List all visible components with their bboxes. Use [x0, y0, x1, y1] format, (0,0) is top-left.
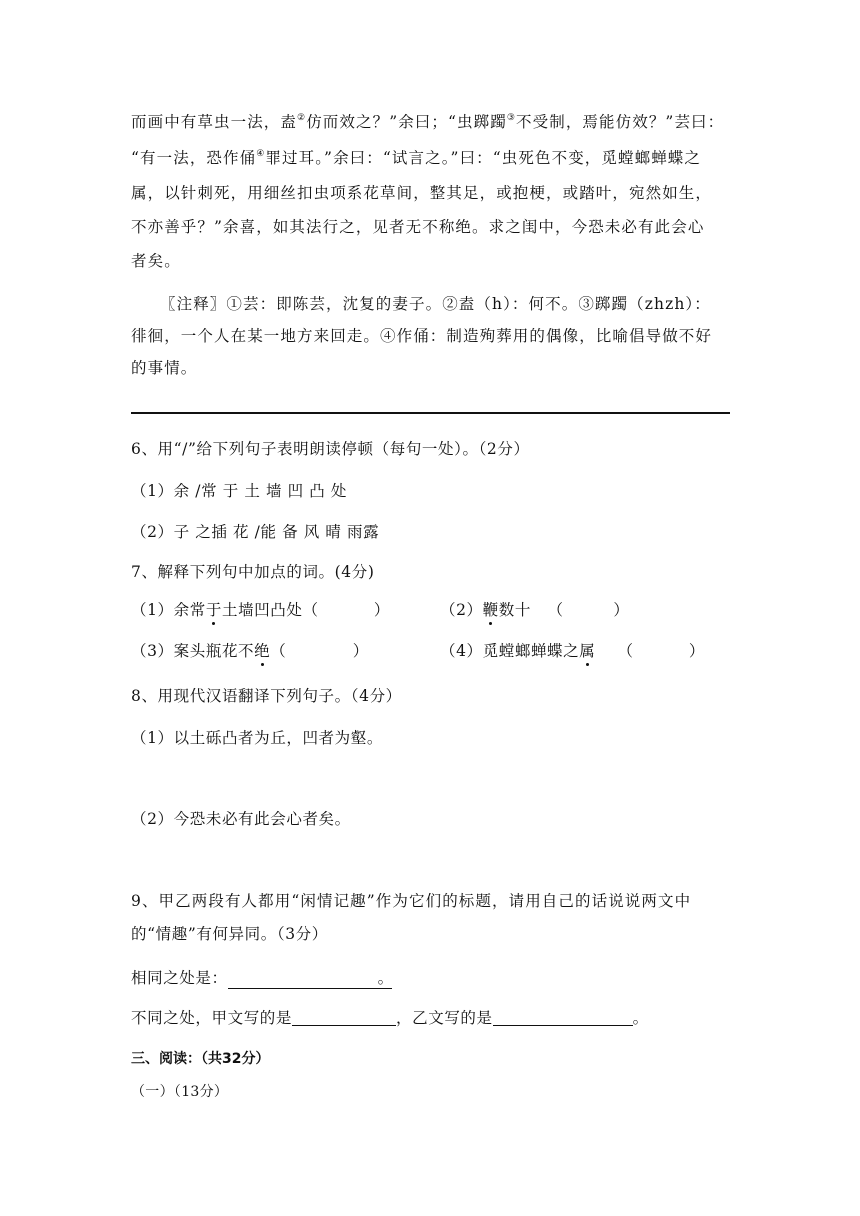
- annotation-line-2: 徘徊，一个人在某一地方来回走。④作俑：制造殉葬用的偶像，比喻倡导做不好: [131, 327, 713, 345]
- passage-line-1-c: 不受制，焉能仿效？”芸曰：: [516, 113, 725, 131]
- footnote-marker-2: ②: [297, 113, 307, 123]
- q7-item-3-post: （ ）: [270, 642, 369, 660]
- passage-line-1: [131, 110, 724, 132]
- q7-item-1: [131, 598, 390, 620]
- passage-line-5: 者矣。: [131, 252, 181, 270]
- q8-stem: 8、用现代汉语翻译下列句子。（4分）: [131, 687, 402, 705]
- q7-item-4: [440, 639, 705, 661]
- q9-stem-line-2: 的“情趣”有何异同。（3分）: [131, 925, 328, 943]
- passage-line-2-a: “有一法，恐作俑: [131, 149, 257, 167]
- q7-stem: 7、解释下列句中加点的词。(4分): [131, 563, 375, 581]
- section-3-subtitle: （一）（13分）: [131, 1084, 229, 1100]
- q8-item-2: （2）今恐未必有此会心者矣。: [131, 810, 351, 828]
- q7-item-2-post: 数十 （ ）: [498, 601, 630, 619]
- q9-diff-label-a: 不同之处，甲文写的是: [131, 1009, 293, 1027]
- q6-stem: 6、用“/”给下列句子表明朗读停顿（每句一处）。（2分）: [131, 440, 530, 458]
- q7-item-4-pre: （4）觅螳螂蝉蝶之: [440, 642, 580, 660]
- passage-line-3: 属，以针刺死，用细丝扣虫项系花草间，整其足，或抱梗，或踏叶，宛然如生，: [131, 184, 713, 202]
- q7-item-1-post: 土墙凹凸处（ ）: [221, 601, 390, 619]
- annotation-line-3: 的事情。: [131, 359, 198, 377]
- q7-item-2-dotted-char: 鞭: [483, 598, 499, 620]
- q7-item-3-dotted-char: 绝: [254, 639, 270, 661]
- section-3-title: 三、阅读：（共32分）: [131, 1051, 270, 1067]
- q7-item-2: [440, 598, 630, 620]
- q7-item-4-post: （ ）: [595, 642, 705, 660]
- q7-item-3: [131, 639, 369, 661]
- q9-same-blank[interactable]: [228, 966, 392, 989]
- q7-item-1-dotted-char: 于: [206, 598, 222, 620]
- passage-line-4: 不亦善乎？”余喜，如其法行之，见者无不称绝。求之闺中，今恐未必有此会心: [131, 218, 705, 236]
- footnote-marker-3: ③: [506, 113, 517, 123]
- q9-diff-label-b: ，乙文写的是: [396, 1009, 493, 1027]
- section-divider: [131, 412, 730, 414]
- passage-line-1-b: 仿而效之？”余曰；“虫踯躅: [306, 113, 507, 131]
- passage-line-2-b: 罪过耳。”余曰：“试言之。”曰：“虫死色不变，觅螳螂蝉蝶之: [265, 149, 702, 167]
- q9-diff-end: 。: [632, 1009, 649, 1027]
- q8-item-1: （1）以土砾凸者为丘，凹者为壑。: [131, 729, 383, 747]
- q9-same-answer: [131, 966, 392, 989]
- q9-diff-blank-a[interactable]: [292, 1007, 396, 1026]
- passage-line-2: [131, 146, 701, 168]
- q9-diff-blank-b[interactable]: [493, 1007, 633, 1026]
- q9-stem-line-1: 9、甲乙两段有人都用“闲情记趣”作为它们的标题，请用自己的话说说两文中: [131, 892, 692, 910]
- q7-item-4-dotted-char: 属: [579, 639, 595, 661]
- q7-item-2-pre: （2）: [440, 601, 483, 619]
- passage-line-1-a: 而画中有草虫一法，盍: [131, 113, 298, 131]
- q9-diff-answer: [131, 1006, 649, 1028]
- annotation-line-1: 〖注释〗①芸：即陈芸，沈复的妻子。②盍（h）：何不。③踯躅（zhzh）：: [160, 295, 711, 313]
- q7-item-3-pre: （3）案头瓶花不: [131, 642, 255, 660]
- q6-item-1: （1）余 /常 于 土 墙 凹 凸 处: [131, 482, 347, 500]
- q7-item-1-pre: （1）余常: [131, 601, 206, 619]
- q9-same-label: 相同之处是：: [131, 969, 228, 987]
- q9-same-end: 。: [377, 969, 394, 987]
- q6-item-2: （2）子 之插 花 /能 备 风 晴 雨露: [131, 523, 380, 541]
- footnote-marker-4: ④: [256, 149, 266, 159]
